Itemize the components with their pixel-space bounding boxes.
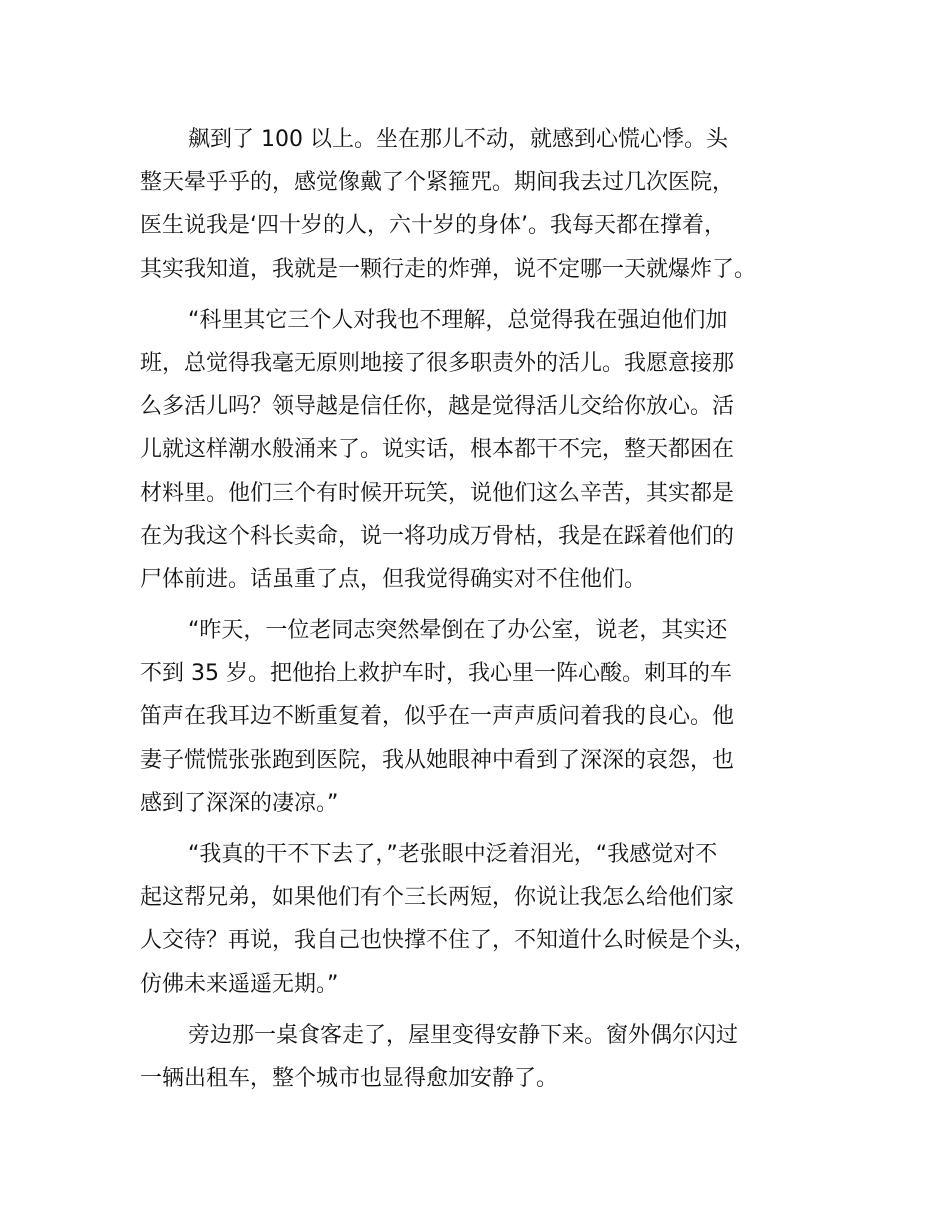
paragraph-line: “科里其它三个人对我也不理解，总觉得我在强迫他们加: [188, 307, 728, 333]
paragraph-line: 旁边那一桌食客走了，屋里变得安静下来。窗外偶尔闪过: [188, 1022, 739, 1048]
paragraph-line: 尸体前进。话虽重了点，但我觉得确实对不住他们。: [140, 566, 647, 592]
paragraph-line: 在为我这个科长卖命，说一将功成万骨枯，我是在踩着他们的: [140, 523, 735, 549]
paragraph-4: [140, 833, 830, 1006]
paragraph-line: 材料里。他们三个有时候开玩笑，说他们这么辛苦，其实都是: [140, 480, 735, 506]
paragraph-line: 不到 35 岁。把他抬上救护车时，我心里一阵心酸。刺耳的车: [140, 661, 732, 687]
paragraph-2: [140, 299, 830, 601]
paragraph-3: [140, 609, 830, 825]
paragraph-line: 感到了深深的凄凉。”: [140, 790, 339, 816]
paragraph-1: [140, 118, 830, 291]
paragraph-line: 一辆出租车，整个城市也显得愈加安静了。: [140, 1065, 559, 1091]
paragraph-line: 医生说我是‘四十岁的人，六十岁的身体’。我每天都在撑着，: [140, 213, 726, 239]
paragraph-line: 么多活儿吗？领导越是信任你，越是觉得活儿交给你放心。活: [140, 394, 735, 420]
paragraph-line: “昨天，一位老同志突然晕倒在了办公室，说老，其实还: [188, 618, 728, 644]
paragraph-line: 人交待？再说，我自己也快撑不住了，不知道什么时候是个头，: [140, 928, 757, 954]
paragraph-line: 起这帮兄弟，如果他们有个三长两短，你说让我怎么给他们家: [140, 885, 735, 911]
paragraph-line: 其实我知道，我就是一颗行走的炸弹，说不定哪一天就爆炸了。: [140, 256, 757, 282]
body-text: [140, 118, 830, 1108]
paragraph-line: 仿佛未来遥遥无期。”: [140, 971, 339, 997]
paragraph-line: 整天晕乎乎的，感觉像戴了个紧箍咒。期间我去过几次医院，: [140, 170, 735, 196]
paragraph-line: 笛声在我耳边不断重复着，似乎在一声声质问着我的良心。他: [140, 704, 735, 730]
paragraph-line: “我真的干不下去了，”老张眼中泛着泪光，“我感觉对不: [188, 842, 718, 867]
paragraph-line: 飙到了 100 以上。坐在那儿不动，就感到心慌心悸。头: [188, 127, 728, 152]
paragraph-line: 妻子慌慌张张跑到医院，我从她眼神中看到了深深的哀怨，也: [140, 747, 735, 773]
paragraph-line: 儿就这样潮水般涌来了。说实话，根本都干不完，整天都困在: [140, 437, 735, 463]
paragraph-line: 班，总觉得我毫无原则地接了很多职责外的活儿。我愿意接那: [140, 350, 735, 376]
paragraph-5: [140, 1014, 830, 1100]
